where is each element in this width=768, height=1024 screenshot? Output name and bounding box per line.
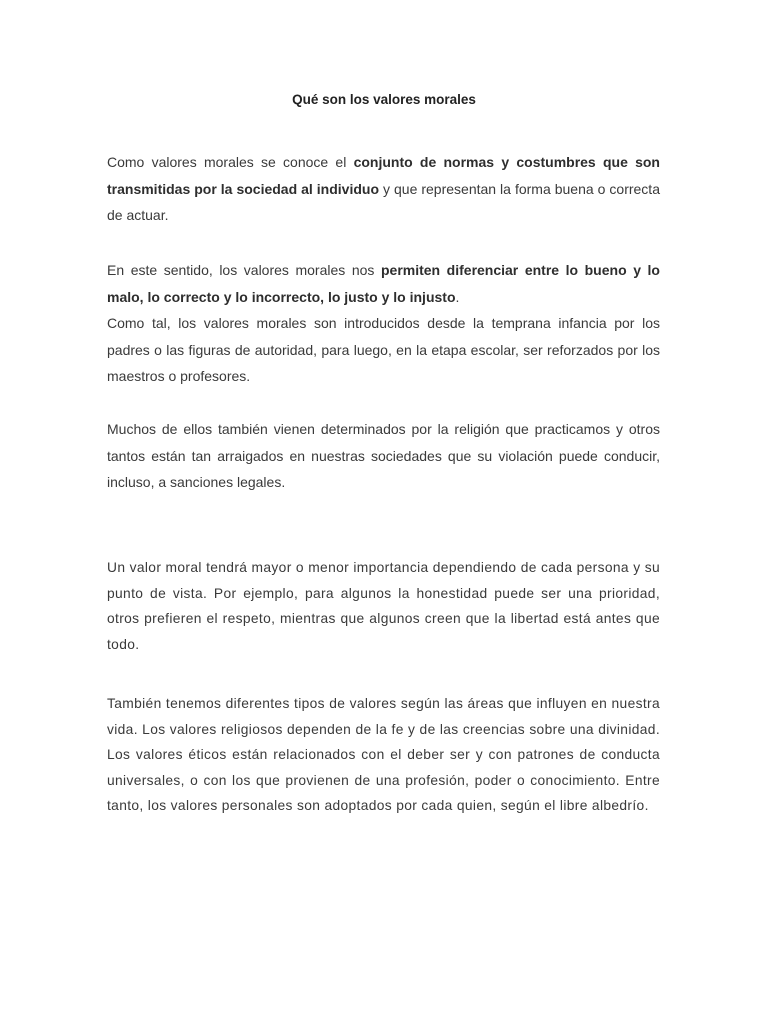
paragraph-definition (107, 149, 660, 229)
bold-phrase: conjunto de normas y costumbres que son transmitidas por la sociedad al individuo (107, 154, 660, 197)
paragraph-text: y que representan la forma buena o correcta de actuar. (107, 180, 660, 224)
paragraph-origin: Como tal, los valores morales son introducidos desde la temprana infancia por los padres o las figuras de autoridad, para luego, en la etapa escolar, ser reforzados por los maestros o profesores. (107, 315, 660, 385)
paragraph-religion: Muchos de ellos también vienen determinados por la religión que practicamos y otros tantos están tan arraigados en nuestras sociedades que su violación puede conducir, incluso, a sanciones legales. (107, 421, 660, 491)
paragraph-importance: Un valor moral tendrá mayor o menor importancia dependiendo de cada persona y su punto de vista. Por ejemplo, para algunos la honestidad puede ser una prioridad, otros prefieren el respeto, mientras que algunos creen que la libertad está antes que todo. (107, 560, 660, 652)
paragraph-types: También tenemos diferentes tipos de valores según las áreas que influyen en nuestra vida. Los valores religiosos dependen de la fe y de las creencias sobre una divinidad. Los valores éticos están relacionados con el deber ser y con patrones de conducta universales, o con los que provienen de una profesión, poder o conocimiento. Entre tanto, los valores personales son adoptados por cada quien, según el libre albedrío. (107, 696, 660, 814)
document-title: Qué son los valores morales (292, 92, 476, 107)
bold-phrase: permiten diferenciar entre lo bueno y lo malo, lo correcto y lo incorrecto, lo justo y lo injusto (107, 262, 660, 305)
paragraph-text: . (455, 288, 460, 305)
paragraph-text: En este sentido, los valores morales nos (107, 262, 381, 278)
paragraph-text: Como valores morales se conoce el (107, 154, 354, 170)
paragraph-meaning (107, 257, 660, 310)
